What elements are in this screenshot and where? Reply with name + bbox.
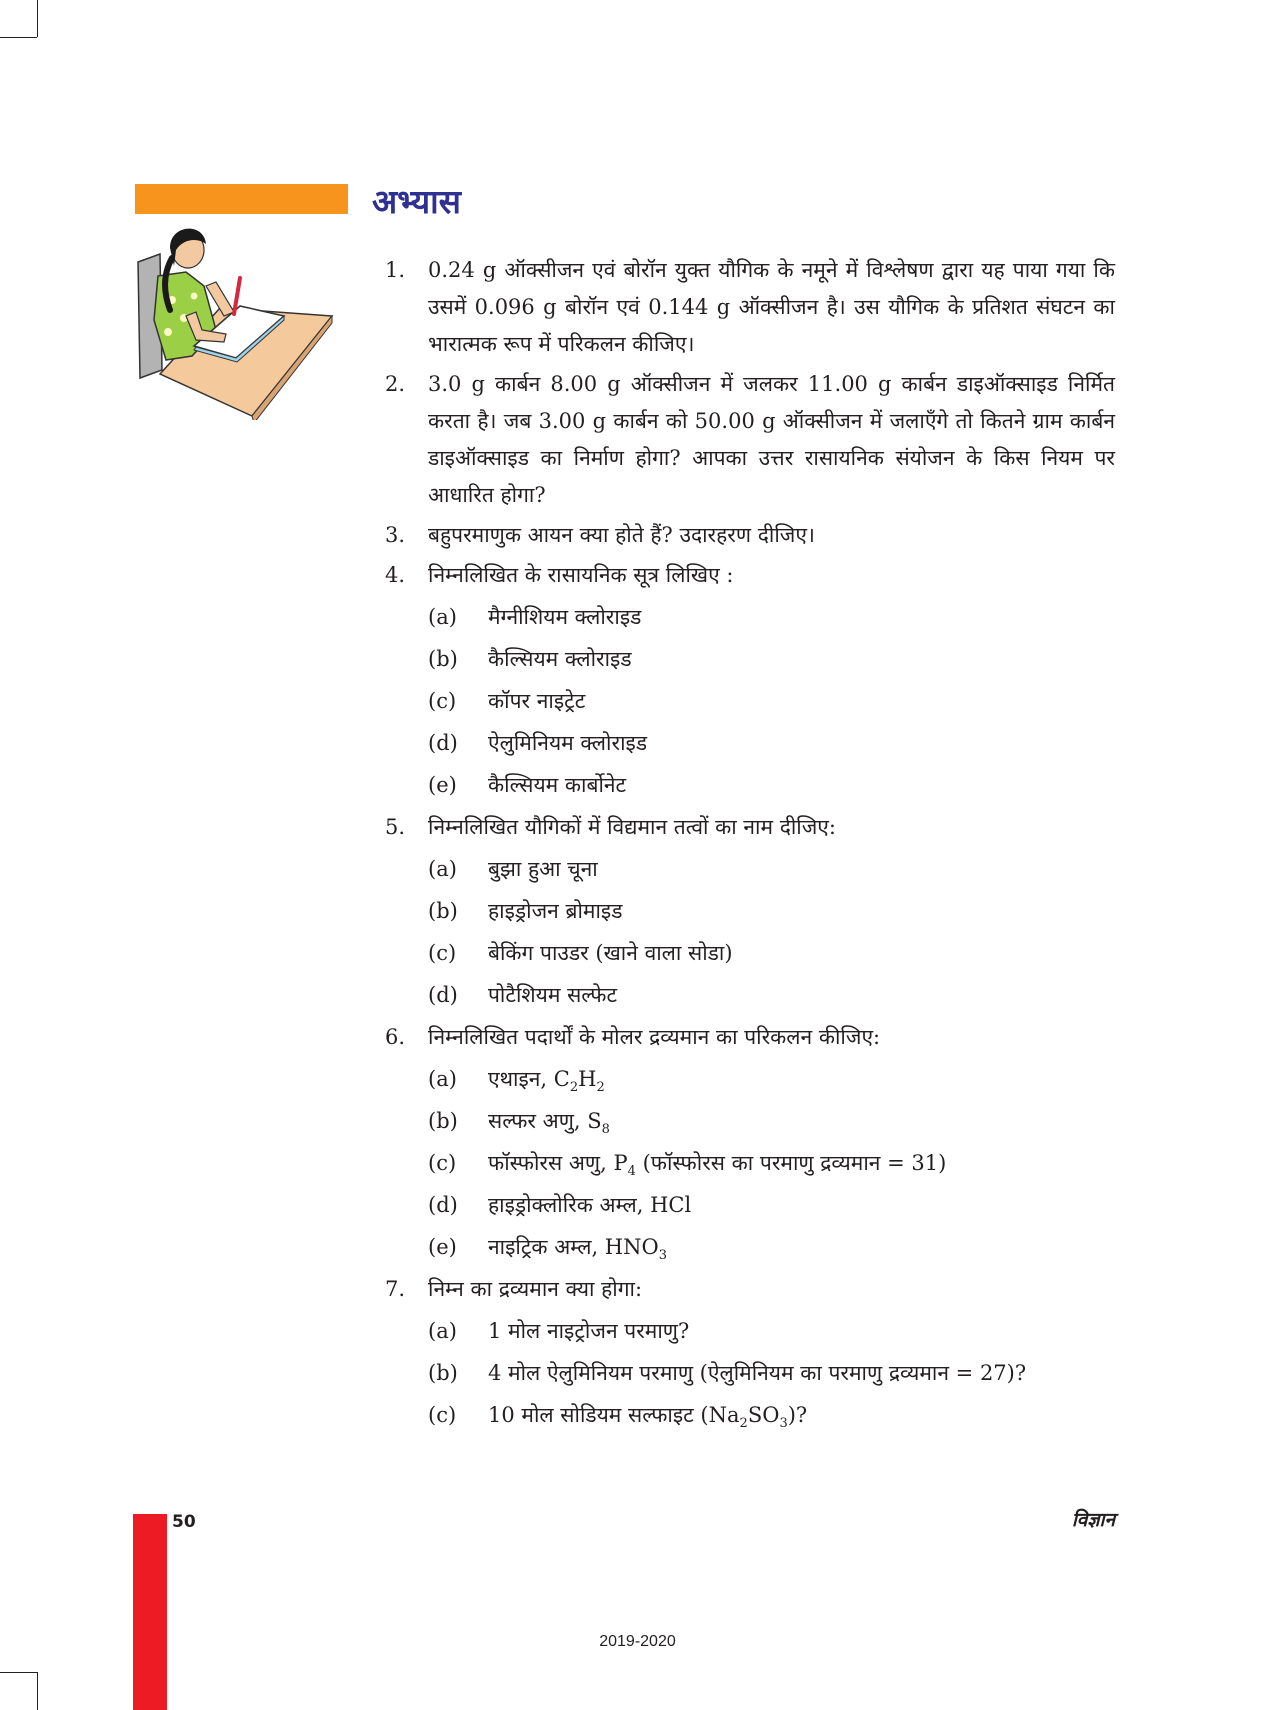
sub-text-formula: 4 मोल ऐलुमिनियम परमाणु (ऐलुमिनियम का परमाणु द्रव्यमान = 27)? [488, 1361, 1027, 1385]
sub-label: (e) [428, 1235, 457, 1259]
sub-item [428, 935, 1115, 972]
sub-text-formula: फॉस्फोरस अणु, $P_4$ (फॉस्फोरस का परमाणु द्रव्यमान = 31) [488, 1151, 947, 1180]
sub-text: कैल्सियम क्लोराइड [488, 647, 632, 671]
sub-label: (d) [428, 731, 458, 755]
formula-subscript: 2 [569, 1080, 579, 1096]
sub-item [428, 599, 1115, 636]
student-writing-illustration [132, 220, 347, 420]
sub-label: (d) [428, 1193, 458, 1217]
question-number: 5. [385, 815, 406, 839]
sub-text: पोटैशियम सल्फेट [488, 983, 618, 1007]
sub-label: (a) [428, 1067, 457, 1091]
sub-label: (c) [428, 1151, 457, 1175]
sub-item [428, 1145, 1115, 1182]
sub-item [428, 767, 1115, 804]
sub-label: (e) [428, 773, 457, 797]
formula-subscript: 4 [627, 1164, 636, 1180]
crop-mark-top-h [0, 37, 37, 38]
sub-label: (a) [428, 605, 457, 629]
sub-item [428, 1061, 1115, 1098]
question-text: निम्नलिखित यौगिकों में विद्यमान तत्वों का नाम दीजिए: [428, 815, 836, 839]
question-text: 3.0 g कार्बन 8.00 g ऑक्सीजन में जलकर 11.00 g कार्बन डाइऑक्साइड निर्मित करता है। जब 3.00 g कार्बन को 50.00 g ऑक्सीजन में जलाएँगे तो कितने ग्राम कार्बन डाइऑक्साइड का निर्माण होगा? आपका उत्तर रासायनिक संयोजन के किस नियम पर आधारित होगा? [428, 372, 1115, 507]
formula-subscript: 2 [596, 1080, 605, 1096]
question-text: निम्न का द्रव्यमान क्या होगा: [428, 1277, 643, 1301]
sub-item [428, 1313, 1115, 1350]
sub-text: मैग्नीशियम क्लोराइड [488, 605, 642, 629]
sub-text-formula: 10 मोल सोडियम सल्फाइट $(Na_2SO_3)$? [488, 1403, 808, 1432]
sub-text: ऐलुमिनियम क्लोराइड [488, 731, 648, 755]
question-6 [385, 1019, 1115, 1056]
exercise-list [385, 252, 1115, 1439]
sub-label: (b) [428, 899, 458, 923]
sub-label: (b) [428, 647, 458, 671]
formula-subscript: 8 [601, 1122, 610, 1138]
sub-label: (a) [428, 857, 457, 881]
sub-label: (a) [428, 1319, 457, 1343]
page-number: 50 [172, 1512, 196, 1532]
sub-text: कॉपर नाइट्रेट [488, 689, 586, 713]
sub-text-formula: हाइड्रोक्लोरिक अम्ल, HCl [488, 1193, 692, 1217]
sub-item [428, 893, 1115, 930]
sub-item [428, 1397, 1115, 1434]
section-color-bar [135, 184, 348, 214]
question-number: 7. [385, 1277, 406, 1301]
question-number: 6. [385, 1025, 406, 1049]
crop-mark-bottom-h [0, 1672, 37, 1673]
sub-item [428, 641, 1115, 678]
sub-label: (b) [428, 1361, 458, 1385]
sub-item [428, 1229, 1115, 1266]
sub-item [428, 1187, 1115, 1224]
formula-subscript: 3 [658, 1248, 667, 1264]
formula-subscript: 2 [739, 1416, 748, 1432]
question-number: 3. [385, 523, 406, 547]
section-heading: अभ्यास [372, 182, 461, 221]
question-7 [385, 1271, 1115, 1308]
question-2 [385, 366, 1115, 514]
question-number: 2. [385, 372, 406, 396]
sub-label: (c) [428, 1403, 457, 1427]
sub-text: बेकिंग पाउडर (खाने वाला सोडा) [488, 941, 733, 965]
edition-year: 2019-2020 [599, 1633, 676, 1650]
question-text: बहुपरमाणुक आयन क्या होते हैं? उदारहरण दीजिए। [428, 523, 815, 547]
question-number: 1. [385, 258, 406, 282]
sub-item [428, 1355, 1115, 1392]
sub-item [428, 851, 1115, 888]
question-text: निम्नलिखित के रासायनिक सूत्र लिखिए : [428, 563, 734, 587]
question-number: 4. [385, 563, 406, 587]
book-title: विज्ञान [1071, 1509, 1115, 1531]
sub-text: हाइड्रोजन ब्रोमाइड [488, 899, 623, 923]
question-4 [385, 557, 1115, 594]
sub-item [428, 1103, 1115, 1140]
sub-label: (d) [428, 983, 458, 1007]
question-1 [385, 252, 1115, 363]
sub-label: (c) [428, 689, 457, 713]
formula-subscript: 3 [779, 1416, 788, 1432]
sub-item [428, 977, 1115, 1014]
question-text: निम्नलिखित पदार्थों के मोलर द्रव्यमान का परिकलन कीजिए: [428, 1025, 881, 1049]
sub-text-formula: नाइट्रिक अम्ल, $HNO_3$ [488, 1235, 667, 1264]
page-color-bar [133, 1514, 167, 1710]
sub-text-formula: एथाइन, $C_2H_2$ [488, 1067, 605, 1096]
sub-text-formula: 1 मोल नाइट्रोजन परमाणु? [488, 1319, 690, 1343]
question-5 [385, 809, 1115, 846]
sub-text: बुझा हुआ चूना [488, 857, 598, 881]
sub-item [428, 725, 1115, 762]
sub-label: (c) [428, 941, 457, 965]
question-3 [385, 517, 1115, 554]
sub-text-formula: सल्फर अणु, $S_8$ [488, 1109, 610, 1138]
sub-item [428, 683, 1115, 720]
crop-mark-top-v [37, 0, 38, 37]
sub-text: कैल्सियम कार्बोनेट [488, 773, 627, 797]
sub-label: (b) [428, 1109, 458, 1133]
question-text: 0.24 g ऑक्सीजन एवं बोरॉन युक्त यौगिक के नमूने में विश्लेषण द्वारा यह पाया गया कि उसमें 0.096 g बोरॉन एवं 0.144 g ऑक्सीजन है। उस यौगिक के प्रतिशत संघटन का भारात्मक रूप में परिकलन कीजिए। [428, 258, 1115, 356]
crop-mark-bottom-v [37, 1672, 38, 1710]
